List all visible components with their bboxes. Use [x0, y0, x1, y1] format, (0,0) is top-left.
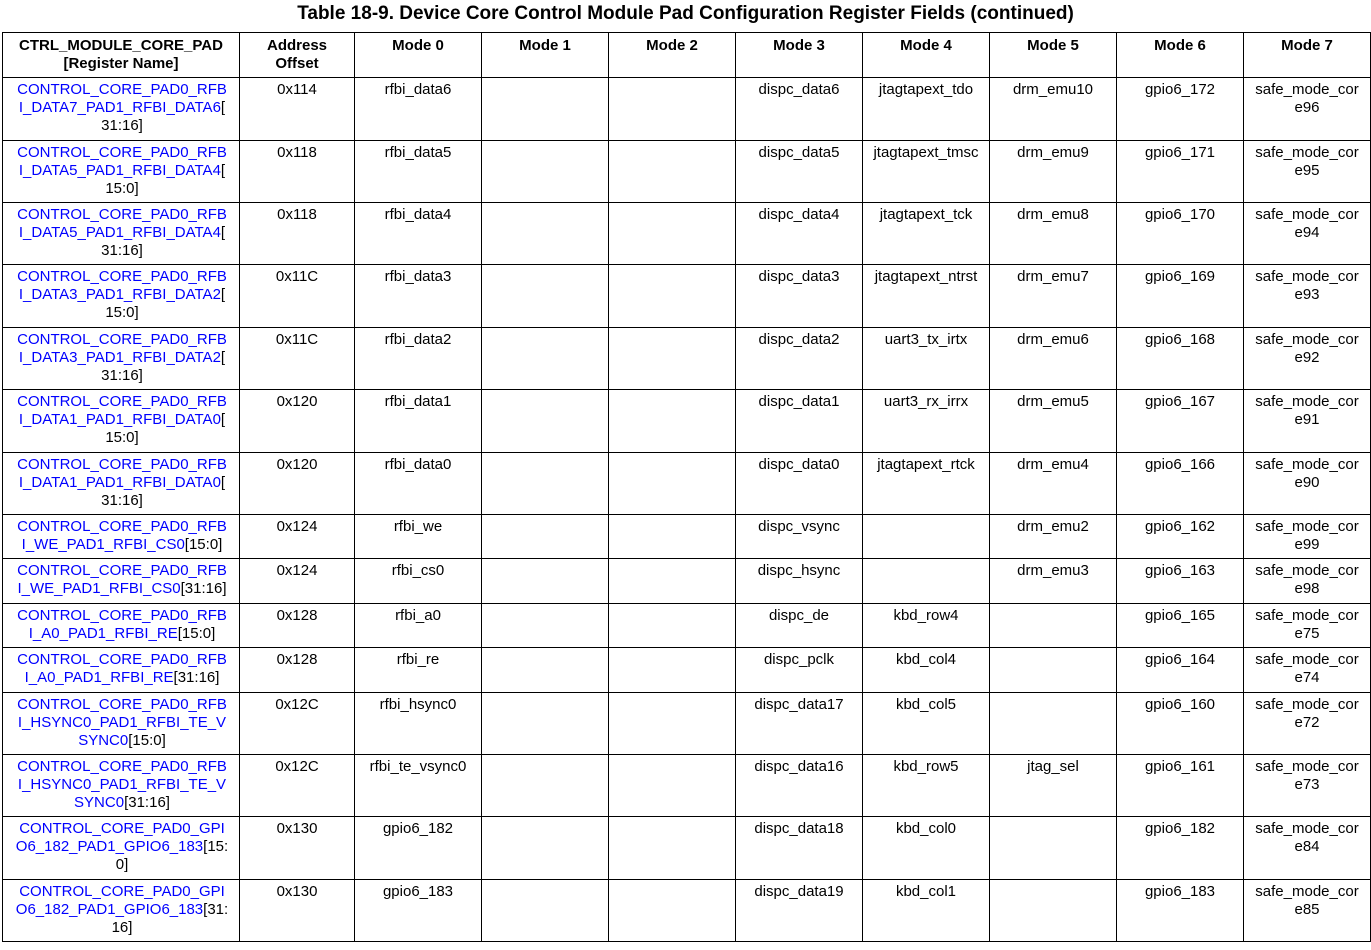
address-offset-cell: 0x11C: [240, 328, 355, 390]
mode0-cell: rfbi_data6: [355, 78, 482, 141]
mode5-cell: jtag_sel: [990, 755, 1117, 817]
register-name-link: CONTROL_CORE_PAD0_RFB: [17, 562, 227, 579]
mode2-cell: [609, 453, 736, 515]
address-offset-cell: 0x130: [240, 880, 355, 942]
register-name-cell: [3, 203, 240, 265]
mode1-cell: [482, 453, 609, 515]
mode7-value: e73: [1294, 776, 1320, 793]
mode3-cell: dispc_data18: [736, 817, 863, 880]
mode3-cell: dispc_data19: [736, 880, 863, 942]
table-row: [3, 559, 1371, 604]
mode7-value: e85: [1294, 901, 1320, 918]
mode2-cell: [609, 604, 736, 648]
register-name-link: CONTROL_CORE_PAD0_RFB: [17, 607, 227, 624]
register-name-link: I_DATA5_PAD1_RFBI_DATA4: [18, 162, 221, 179]
mode4-cell: kbd_col5: [863, 693, 990, 755]
mode4-cell: kbd_col1: [863, 880, 990, 942]
mode7-value: safe_mode_cor: [1255, 696, 1359, 713]
register-bit-range: [: [220, 286, 226, 303]
mode1-cell: [482, 755, 609, 817]
address-offset-cell: 0x128: [240, 604, 355, 648]
register-name-link: CONTROL_CORE_PAD0_RFB: [17, 651, 227, 668]
register-name-link: I_HSYNC0_PAD1_RFBI_TE_V: [17, 714, 227, 731]
mode2-cell: [609, 648, 736, 693]
column-header-label: Mode 6: [1154, 37, 1206, 54]
column-header: [990, 33, 1117, 78]
register-bit-range: 0]: [115, 856, 129, 873]
mode0-cell: rfbi_te_vsync0: [355, 755, 482, 817]
address-offset-cell: 0x12C: [240, 755, 355, 817]
mode7-cell: [1244, 817, 1371, 880]
mode7-cell: [1244, 515, 1371, 559]
mode3-cell: dispc_pclk: [736, 648, 863, 693]
mode3-cell: dispc_data3: [736, 265, 863, 328]
column-header-sublabel: [Register Name]: [63, 55, 179, 72]
address-offset-cell: 0x124: [240, 559, 355, 604]
mode7-value: safe_mode_cor: [1255, 820, 1359, 837]
mode7-value: e95: [1294, 162, 1320, 179]
mode0-cell: rfbi_data4: [355, 203, 482, 265]
mode2-cell: [609, 328, 736, 390]
mode1-cell: [482, 559, 609, 604]
mode2-cell: [609, 817, 736, 880]
mode5-cell: [990, 604, 1117, 648]
register-name-link: CONTROL_CORE_PAD0_RFB: [17, 456, 227, 473]
register-bit-range: 31:16]: [101, 492, 143, 509]
register-name-cell: [3, 328, 240, 390]
mode3-cell: dispc_de: [736, 604, 863, 648]
table-row: [3, 693, 1371, 755]
register-name-cell: [3, 559, 240, 604]
mode7-value: safe_mode_cor: [1255, 518, 1359, 535]
register-bit-range: [15:0]: [184, 536, 223, 553]
register-name-link: I_DATA7_PAD1_RFBI_DATA6: [18, 99, 221, 116]
mode0-cell: rfbi_cs0: [355, 559, 482, 604]
register-name-link: CONTROL_CORE_PAD0_RFB: [17, 144, 227, 161]
register-name-cell: [3, 265, 240, 328]
mode7-value: safe_mode_cor: [1255, 758, 1359, 775]
mode4-cell: [863, 559, 990, 604]
mode7-value: safe_mode_cor: [1255, 144, 1359, 161]
mode3-cell: dispc_data0: [736, 453, 863, 515]
mode4-cell: jtagtapext_tmsc: [863, 141, 990, 203]
register-bit-range: [31:16]: [124, 794, 170, 811]
mode7-value: safe_mode_cor: [1255, 206, 1359, 223]
mode5-cell: drm_emu8: [990, 203, 1117, 265]
address-offset-cell: 0x128: [240, 648, 355, 693]
mode2-cell: [609, 515, 736, 559]
mode7-value: safe_mode_cor: [1255, 651, 1359, 668]
mode6-cell: gpio6_166: [1117, 453, 1244, 515]
mode0-cell: rfbi_data3: [355, 265, 482, 328]
register-bit-range: [31:: [203, 901, 229, 918]
table-row: [3, 755, 1371, 817]
column-header: [736, 33, 863, 78]
mode7-value: e90: [1294, 474, 1320, 491]
mode5-cell: drm_emu10: [990, 78, 1117, 141]
mode6-cell: gpio6_163: [1117, 559, 1244, 604]
register-bit-range: 31:16]: [101, 242, 143, 259]
table-row: [3, 648, 1371, 693]
mode1-cell: [482, 880, 609, 942]
register-name-link: I_DATA1_PAD1_RFBI_DATA0: [18, 474, 221, 491]
mode3-cell: dispc_hsync: [736, 559, 863, 604]
mode0-cell: gpio6_183: [355, 880, 482, 942]
register-name-link: I_DATA5_PAD1_RFBI_DATA4: [18, 224, 221, 241]
table-row: [3, 203, 1371, 265]
table-row: [3, 390, 1371, 453]
column-header-label: Mode 1: [519, 37, 571, 54]
column-header-label: Mode 0: [392, 37, 444, 54]
mode5-cell: drm_emu5: [990, 390, 1117, 453]
register-bit-range: 31:16]: [101, 117, 143, 134]
mode6-cell: gpio6_171: [1117, 141, 1244, 203]
mode1-cell: [482, 265, 609, 328]
header-row: [3, 33, 1371, 78]
table-row: [3, 141, 1371, 203]
mode2-cell: [609, 265, 736, 328]
column-header-label: Mode 3: [773, 37, 825, 54]
mode7-value: e98: [1294, 580, 1320, 597]
mode4-cell: jtagtapext_tdo: [863, 78, 990, 141]
mode0-cell: rfbi_data0: [355, 453, 482, 515]
register-name-cell: [3, 78, 240, 141]
register-name-link: SYNC0: [78, 732, 129, 749]
table-row: [3, 328, 1371, 390]
mode2-cell: [609, 880, 736, 942]
table-row: [3, 265, 1371, 328]
register-bit-range: 15:0]: [105, 304, 139, 321]
mode7-value: e92: [1294, 349, 1320, 366]
mode3-cell: dispc_data17: [736, 693, 863, 755]
register-name-link: CONTROL_CORE_PAD0_RFB: [17, 696, 227, 713]
mode7-cell: [1244, 604, 1371, 648]
mode3-cell: dispc_data2: [736, 328, 863, 390]
register-name-link: CONTROL_CORE_PAD0_GPI: [19, 883, 225, 900]
mode2-cell: [609, 78, 736, 141]
mode7-value: e94: [1294, 224, 1320, 241]
mode4-cell: jtagtapext_ntrst: [863, 265, 990, 328]
mode0-cell: rfbi_we: [355, 515, 482, 559]
mode2-cell: [609, 559, 736, 604]
register-name-link: CONTROL_CORE_PAD0_RFB: [17, 518, 227, 535]
mode7-value: safe_mode_cor: [1255, 393, 1359, 410]
mode7-value: e99: [1294, 536, 1320, 553]
mode7-value: e75: [1294, 625, 1320, 642]
mode7-value: e72: [1294, 714, 1320, 731]
mode7-value: safe_mode_cor: [1255, 268, 1359, 285]
mode6-cell: gpio6_170: [1117, 203, 1244, 265]
mode2-cell: [609, 141, 736, 203]
column-header-label: CTRL_MODULE_CORE_PAD: [19, 37, 223, 54]
address-offset-cell: 0x118: [240, 203, 355, 265]
mode1-cell: [482, 78, 609, 141]
mode4-cell: kbd_row5: [863, 755, 990, 817]
mode6-cell: gpio6_164: [1117, 648, 1244, 693]
register-bit-range: [: [220, 162, 226, 179]
mode6-cell: gpio6_160: [1117, 693, 1244, 755]
table-row: [3, 817, 1371, 880]
register-name-cell: [3, 755, 240, 817]
register-name-link: CONTROL_CORE_PAD0_RFB: [17, 81, 227, 98]
register-bit-range: [: [220, 474, 226, 491]
column-header: [609, 33, 736, 78]
mode1-cell: [482, 141, 609, 203]
mode1-cell: [482, 648, 609, 693]
register-name-cell: [3, 604, 240, 648]
mode4-cell: uart3_tx_irtx: [863, 328, 990, 390]
register-name-link: CONTROL_CORE_PAD0_GPI: [19, 820, 225, 837]
column-header: [1117, 33, 1244, 78]
address-offset-cell: 0x120: [240, 390, 355, 453]
register-bit-range: [: [220, 99, 226, 116]
mode3-cell: dispc_vsync: [736, 515, 863, 559]
column-header-label: Mode 5: [1027, 37, 1079, 54]
register-bit-range: [31:16]: [180, 580, 227, 597]
mode7-cell: [1244, 203, 1371, 265]
address-offset-cell: 0x120: [240, 453, 355, 515]
mode0-cell: gpio6_182: [355, 817, 482, 880]
register-name-link: CONTROL_CORE_PAD0_RFB: [17, 331, 227, 348]
register-name-link: I_A0_PAD1_RFBI_RE: [24, 669, 174, 686]
mode3-cell: dispc_data6: [736, 78, 863, 141]
mode7-cell: [1244, 390, 1371, 453]
mode0-cell: rfbi_hsync0: [355, 693, 482, 755]
mode0-cell: rfbi_re: [355, 648, 482, 693]
register-bit-range: [15:0]: [177, 625, 216, 642]
mode7-cell: [1244, 328, 1371, 390]
mode5-cell: [990, 648, 1117, 693]
mode4-cell: jtagtapext_tck: [863, 203, 990, 265]
mode3-cell: dispc_data16: [736, 755, 863, 817]
register-bit-range: 31:16]: [101, 367, 143, 384]
mode0-cell: rfbi_data2: [355, 328, 482, 390]
mode6-cell: gpio6_169: [1117, 265, 1244, 328]
mode7-value: safe_mode_cor: [1255, 883, 1359, 900]
pad-config-table: [2, 32, 1371, 942]
mode7-cell: [1244, 78, 1371, 141]
mode7-value: safe_mode_cor: [1255, 456, 1359, 473]
address-offset-cell: 0x118: [240, 141, 355, 203]
register-name-link: I_WE_PAD1_RFBI_CS0: [17, 580, 181, 597]
mode6-cell: gpio6_182: [1117, 817, 1244, 880]
mode0-cell: rfbi_a0: [355, 604, 482, 648]
mode5-cell: [990, 880, 1117, 942]
mode6-cell: gpio6_172: [1117, 78, 1244, 141]
mode5-cell: drm_emu6: [990, 328, 1117, 390]
mode5-cell: drm_emu3: [990, 559, 1117, 604]
mode7-cell: [1244, 755, 1371, 817]
register-name-cell: [3, 817, 240, 880]
register-name-link: CONTROL_CORE_PAD0_RFB: [17, 758, 227, 775]
table-row: [3, 515, 1371, 559]
register-name-link: I_HSYNC0_PAD1_RFBI_TE_V: [17, 776, 227, 793]
register-bit-range: 15:0]: [105, 180, 139, 197]
column-header: [355, 33, 482, 78]
mode5-cell: drm_emu9: [990, 141, 1117, 203]
mode7-cell: [1244, 453, 1371, 515]
column-header: [240, 33, 355, 78]
register-name-link: I_DATA1_PAD1_RFBI_DATA0: [18, 411, 221, 428]
address-offset-cell: 0x124: [240, 515, 355, 559]
table-row: [3, 604, 1371, 648]
mode1-cell: [482, 328, 609, 390]
table-row: [3, 880, 1371, 942]
column-header-sublabel: Offset: [275, 55, 319, 72]
register-name-cell: [3, 141, 240, 203]
mode5-cell: drm_emu7: [990, 265, 1117, 328]
register-bit-range: [31:16]: [173, 669, 220, 686]
register-bit-range: [: [220, 411, 226, 428]
address-offset-cell: 0x114: [240, 78, 355, 141]
mode4-cell: [863, 515, 990, 559]
mode7-value: e93: [1294, 286, 1320, 303]
mode5-cell: drm_emu2: [990, 515, 1117, 559]
address-offset-cell: 0x130: [240, 817, 355, 880]
mode3-cell: dispc_data1: [736, 390, 863, 453]
mode1-cell: [482, 604, 609, 648]
column-header: [863, 33, 990, 78]
column-header: [1244, 33, 1371, 78]
register-bit-range: [: [220, 349, 226, 366]
mode7-value: e91: [1294, 411, 1320, 428]
register-name-link: SYNC0: [74, 794, 125, 811]
table-row: [3, 78, 1371, 141]
column-header-label: Mode 7: [1281, 37, 1333, 54]
mode3-cell: dispc_data5: [736, 141, 863, 203]
mode2-cell: [609, 390, 736, 453]
register-name-cell: [3, 648, 240, 693]
mode5-cell: [990, 817, 1117, 880]
register-name-link: I_DATA3_PAD1_RFBI_DATA2: [18, 349, 221, 366]
register-name-link: O6_182_PAD1_GPIO6_183: [15, 901, 204, 918]
mode0-cell: rfbi_data5: [355, 141, 482, 203]
mode1-cell: [482, 203, 609, 265]
register-bit-range: [15:0]: [128, 732, 166, 749]
mode5-cell: [990, 693, 1117, 755]
register-name-link: O6_182_PAD1_GPIO6_183: [15, 838, 204, 855]
mode6-cell: gpio6_168: [1117, 328, 1244, 390]
mode7-value: e74: [1294, 669, 1320, 686]
mode6-cell: gpio6_165: [1117, 604, 1244, 648]
mode7-cell: [1244, 559, 1371, 604]
address-offset-cell: 0x11C: [240, 265, 355, 328]
table-caption: Table 18-9. Device Core Control Module Pad Configuration Register Fields (continued): [297, 3, 1074, 24]
column-header-label: Mode 2: [646, 37, 698, 54]
register-name-cell: [3, 515, 240, 559]
mode1-cell: [482, 515, 609, 559]
mode0-cell: rfbi_data1: [355, 390, 482, 453]
mode7-value: safe_mode_cor: [1255, 607, 1359, 624]
mode6-cell: gpio6_167: [1117, 390, 1244, 453]
mode7-cell: [1244, 265, 1371, 328]
register-name-link: I_A0_PAD1_RFBI_RE: [28, 625, 178, 642]
mode6-cell: gpio6_161: [1117, 755, 1244, 817]
register-name-link: CONTROL_CORE_PAD0_RFB: [17, 393, 227, 410]
register-name-cell: [3, 453, 240, 515]
column-header-label: Mode 4: [900, 37, 952, 54]
mode7-cell: [1244, 693, 1371, 755]
mode7-cell: [1244, 880, 1371, 942]
mode4-cell: uart3_rx_irrx: [863, 390, 990, 453]
register-bit-range: 15:0]: [105, 429, 139, 446]
register-name-cell: [3, 390, 240, 453]
mode3-cell: dispc_data4: [736, 203, 863, 265]
mode7-cell: [1244, 648, 1371, 693]
mode4-cell: kbd_col0: [863, 817, 990, 880]
column-header: [482, 33, 609, 78]
mode1-cell: [482, 693, 609, 755]
mode2-cell: [609, 203, 736, 265]
register-bit-range: [: [220, 224, 226, 241]
mode7-value: safe_mode_cor: [1255, 81, 1359, 98]
column-header-label: Address: [266, 37, 328, 54]
mode7-value: e96: [1294, 99, 1320, 116]
column-header: [3, 33, 240, 78]
address-offset-cell: 0x12C: [240, 693, 355, 755]
register-name-link: I_WE_PAD1_RFBI_CS0: [21, 536, 185, 553]
mode4-cell: kbd_col4: [863, 648, 990, 693]
mode7-value: safe_mode_cor: [1255, 562, 1359, 579]
table-header: [3, 33, 1371, 78]
mode6-cell: gpio6_183: [1117, 880, 1244, 942]
mode1-cell: [482, 817, 609, 880]
mode4-cell: kbd_row4: [863, 604, 990, 648]
register-bit-range: 16]: [111, 919, 133, 936]
table-row: [3, 453, 1371, 515]
mode2-cell: [609, 693, 736, 755]
register-bit-range: [15:: [203, 838, 229, 855]
mode1-cell: [482, 390, 609, 453]
register-name-link: I_DATA3_PAD1_RFBI_DATA2: [18, 286, 221, 303]
register-name-link: CONTROL_CORE_PAD0_RFB: [17, 268, 227, 285]
mode6-cell: gpio6_162: [1117, 515, 1244, 559]
mode5-cell: drm_emu4: [990, 453, 1117, 515]
register-name-link: CONTROL_CORE_PAD0_RFB: [17, 206, 227, 223]
register-name-cell: [3, 693, 240, 755]
mode7-cell: [1244, 141, 1371, 203]
mode7-value: safe_mode_cor: [1255, 331, 1359, 348]
register-name-cell: [3, 880, 240, 942]
mode4-cell: jtagtapext_rtck: [863, 453, 990, 515]
mode2-cell: [609, 755, 736, 817]
table-body: [3, 78, 1371, 942]
mode7-value: e84: [1294, 838, 1320, 855]
